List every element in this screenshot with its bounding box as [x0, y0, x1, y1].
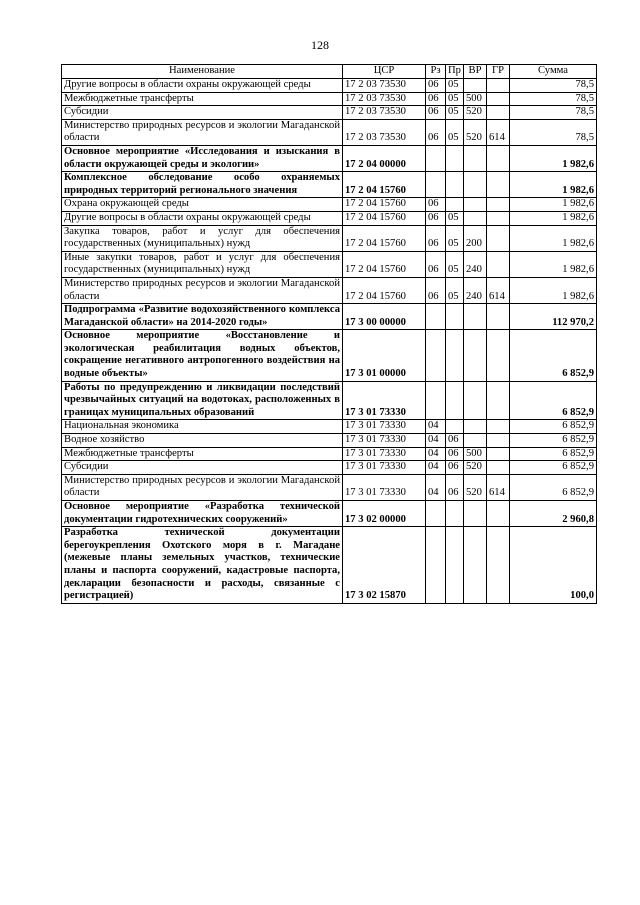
page-number: 128	[311, 38, 329, 52]
cell-sum: 6 852,9	[510, 381, 597, 420]
cell-sum: 6 852,9	[510, 461, 597, 475]
cell-gr	[487, 501, 510, 527]
cell-name: Основное мероприятие «Исследования и изыскания в области окружающей среды и экологии»	[62, 145, 343, 171]
table-row	[62, 330, 597, 381]
cell-sum: 6 852,9	[510, 434, 597, 448]
cell-gr	[487, 145, 510, 171]
cell-vr	[464, 211, 487, 225]
cell-rz: 06	[426, 119, 446, 145]
cell-vr	[464, 501, 487, 527]
table-row	[62, 381, 597, 420]
cell-name: Министерство природных ресурсов и экологии Магаданской области	[62, 119, 343, 145]
cell-sum: 1 982,6	[510, 145, 597, 171]
column-header-sum: Сумма	[510, 65, 597, 79]
cell-gr	[487, 79, 510, 93]
cell-name: Субсидии	[62, 461, 343, 475]
cell-csr: 17 2 04 15760	[343, 277, 426, 303]
cell-gr: 614	[487, 119, 510, 145]
cell-name: Работы по предупреждению и ликвидации последствий чрезвычайных ситуаций на водотоках, расположенных в границах муниципальных образований	[62, 381, 343, 420]
cell-vr	[464, 198, 487, 212]
cell-vr: 500	[464, 92, 487, 106]
cell-pr: 05	[446, 119, 464, 145]
cell-sum: 1 982,6	[510, 172, 597, 198]
cell-csr: 17 2 04 15760	[343, 251, 426, 277]
cell-pr	[446, 420, 464, 434]
cell-rz	[426, 172, 446, 198]
table-row	[62, 304, 597, 330]
cell-gr	[487, 527, 510, 604]
cell-csr: 17 3 00 00000	[343, 304, 426, 330]
cell-vr	[464, 145, 487, 171]
cell-name: Комплексное обследование особо охраняемых природных территорий регионального значения	[62, 172, 343, 198]
column-header-gr: ГР	[487, 65, 510, 79]
cell-csr: 17 2 03 73530	[343, 106, 426, 120]
cell-rz: 06	[426, 225, 446, 251]
cell-vr	[464, 172, 487, 198]
cell-name: Другие вопросы в области охраны окружающей среды	[62, 211, 343, 225]
cell-pr	[446, 330, 464, 381]
cell-sum: 1 982,6	[510, 198, 597, 212]
cell-gr	[487, 225, 510, 251]
cell-csr: 17 2 04 00000	[343, 145, 426, 171]
table-row	[62, 211, 597, 225]
cell-gr	[487, 447, 510, 461]
cell-name: Охрана окружающей среды	[62, 198, 343, 212]
cell-rz: 06	[426, 251, 446, 277]
cell-pr: 05	[446, 225, 464, 251]
cell-pr	[446, 172, 464, 198]
cell-vr	[464, 420, 487, 434]
cell-sum: 6 852,9	[510, 330, 597, 381]
table-row	[62, 172, 597, 198]
cell-gr	[487, 330, 510, 381]
cell-name: Министерство природных ресурсов и экологии Магаданской области	[62, 474, 343, 500]
cell-vr	[464, 381, 487, 420]
cell-rz: 06	[426, 198, 446, 212]
cell-rz	[426, 304, 446, 330]
table-row	[62, 106, 597, 120]
cell-rz: 06	[426, 211, 446, 225]
cell-rz: 06	[426, 106, 446, 120]
cell-name: Другие вопросы в области охраны окружающей среды	[62, 79, 343, 93]
cell-name: Закупка товаров, работ и услуг для обеспечения государственных (муниципальных) нужд	[62, 225, 343, 251]
cell-csr: 17 2 03 73530	[343, 119, 426, 145]
cell-vr	[464, 304, 487, 330]
cell-name: Подпрограмма «Развитие водохозяйственного комплекса Магаданской области» на 2014-2020 годы»	[62, 304, 343, 330]
cell-pr: 05	[446, 92, 464, 106]
column-header-pr: Пр	[446, 65, 464, 79]
table-row	[62, 79, 597, 93]
cell-vr	[464, 330, 487, 381]
cell-vr: 240	[464, 277, 487, 303]
cell-gr: 614	[487, 474, 510, 500]
cell-rz: 04	[426, 434, 446, 448]
cell-gr: 614	[487, 277, 510, 303]
table-row	[62, 461, 597, 475]
cell-csr: 17 3 01 73330	[343, 420, 426, 434]
cell-gr	[487, 198, 510, 212]
cell-vr	[464, 79, 487, 93]
cell-name: Субсидии	[62, 106, 343, 120]
table-row	[62, 434, 597, 448]
cell-pr	[446, 304, 464, 330]
table-row	[62, 225, 597, 251]
cell-rz: 04	[426, 461, 446, 475]
cell-vr: 200	[464, 225, 487, 251]
table-row	[62, 527, 597, 604]
cell-pr: 06	[446, 447, 464, 461]
table-row	[62, 420, 597, 434]
cell-pr: 05	[446, 211, 464, 225]
cell-name: Межбюджетные трансферты	[62, 92, 343, 106]
cell-gr	[487, 420, 510, 434]
cell-csr: 17 2 04 15760	[343, 198, 426, 212]
cell-sum: 1 982,6	[510, 251, 597, 277]
budget-table	[61, 64, 597, 604]
cell-rz: 04	[426, 447, 446, 461]
cell-vr	[464, 527, 487, 604]
cell-pr: 06	[446, 461, 464, 475]
cell-sum: 78,5	[510, 92, 597, 106]
cell-rz: 04	[426, 420, 446, 434]
cell-vr: 520	[464, 119, 487, 145]
cell-rz	[426, 381, 446, 420]
cell-pr: 06	[446, 434, 464, 448]
cell-sum: 2 960,8	[510, 501, 597, 527]
table-row	[62, 145, 597, 171]
cell-csr: 17 3 01 00000	[343, 330, 426, 381]
cell-gr	[487, 381, 510, 420]
cell-rz: 04	[426, 474, 446, 500]
cell-name: Водное хозяйство	[62, 434, 343, 448]
cell-vr: 520	[464, 474, 487, 500]
cell-pr	[446, 527, 464, 604]
cell-sum: 78,5	[510, 79, 597, 93]
cell-pr: 05	[446, 251, 464, 277]
cell-pr	[446, 501, 464, 527]
cell-gr	[487, 251, 510, 277]
cell-csr: 17 2 03 73530	[343, 92, 426, 106]
cell-gr	[487, 461, 510, 475]
cell-name: Национальная экономика	[62, 420, 343, 434]
column-header-vr: ВР	[464, 65, 487, 79]
table-row	[62, 92, 597, 106]
cell-sum: 1 982,6	[510, 277, 597, 303]
cell-pr: 06	[446, 474, 464, 500]
cell-csr: 17 3 02 00000	[343, 501, 426, 527]
table-row	[62, 251, 597, 277]
cell-rz	[426, 145, 446, 171]
cell-name: Иные закупки товаров, работ и услуг для обеспечения государственных (муниципальных) нужд	[62, 251, 343, 277]
cell-csr: 17 2 04 15760	[343, 172, 426, 198]
cell-rz: 06	[426, 92, 446, 106]
cell-sum: 1 982,6	[510, 211, 597, 225]
table-row	[62, 474, 597, 500]
cell-vr: 520	[464, 106, 487, 120]
cell-vr: 500	[464, 447, 487, 461]
column-header-rz: Рз	[426, 65, 446, 79]
cell-pr	[446, 145, 464, 171]
table-header-row	[62, 65, 597, 79]
table-row	[62, 447, 597, 461]
cell-vr	[464, 434, 487, 448]
cell-sum: 6 852,9	[510, 474, 597, 500]
table-row	[62, 119, 597, 145]
cell-sum: 1 982,6	[510, 225, 597, 251]
table-row	[62, 198, 597, 212]
cell-csr: 17 3 01 73330	[343, 474, 426, 500]
cell-csr: 17 3 01 73330	[343, 434, 426, 448]
cell-csr: 17 2 04 15760	[343, 211, 426, 225]
cell-vr: 240	[464, 251, 487, 277]
cell-gr	[487, 434, 510, 448]
cell-gr	[487, 106, 510, 120]
cell-gr	[487, 92, 510, 106]
column-header-csr: ЦСР	[343, 65, 426, 79]
cell-pr	[446, 381, 464, 420]
cell-name: Основное мероприятие «Восстановление и экологическая реабилитация водных объектов, сокращение негативного антропогенного воздействия на водные объекты»	[62, 330, 343, 381]
cell-csr: 17 3 01 73330	[343, 447, 426, 461]
cell-vr: 520	[464, 461, 487, 475]
cell-csr: 17 2 03 73530	[343, 79, 426, 93]
table-row	[62, 277, 597, 303]
cell-gr	[487, 211, 510, 225]
cell-name: Министерство природных ресурсов и экологии Магаданской области	[62, 277, 343, 303]
column-header-name: Наименование	[62, 65, 343, 79]
cell-sum: 6 852,9	[510, 420, 597, 434]
cell-csr: 17 3 02 15870	[343, 527, 426, 604]
cell-gr	[487, 304, 510, 330]
cell-sum: 112 970,2	[510, 304, 597, 330]
cell-rz: 06	[426, 277, 446, 303]
cell-rz: 06	[426, 79, 446, 93]
cell-rz	[426, 330, 446, 381]
cell-name: Разработка технической документации берегоукрепления Охотского моря в г. Магадане (межевые планы земельных участков, технические планы и паспорта сооружений, кадастровые паспорта, декларации безопасности и расходы, связанные с регистрацией)	[62, 527, 343, 604]
table-row	[62, 501, 597, 527]
cell-sum: 78,5	[510, 119, 597, 145]
cell-pr: 05	[446, 79, 464, 93]
cell-pr: 05	[446, 277, 464, 303]
cell-rz	[426, 501, 446, 527]
cell-rz	[426, 527, 446, 604]
cell-csr: 17 2 04 15760	[343, 225, 426, 251]
cell-csr: 17 3 01 73330	[343, 381, 426, 420]
table-body	[62, 79, 597, 604]
cell-name: Основное мероприятие «Разработка технической документации гидротехнических сооружений»	[62, 501, 343, 527]
cell-name: Межбюджетные трансферты	[62, 447, 343, 461]
cell-pr	[446, 198, 464, 212]
cell-sum: 6 852,9	[510, 447, 597, 461]
cell-gr	[487, 172, 510, 198]
cell-sum: 78,5	[510, 106, 597, 120]
cell-pr: 05	[446, 106, 464, 120]
cell-csr: 17 3 01 73330	[343, 461, 426, 475]
cell-sum: 100,0	[510, 527, 597, 604]
